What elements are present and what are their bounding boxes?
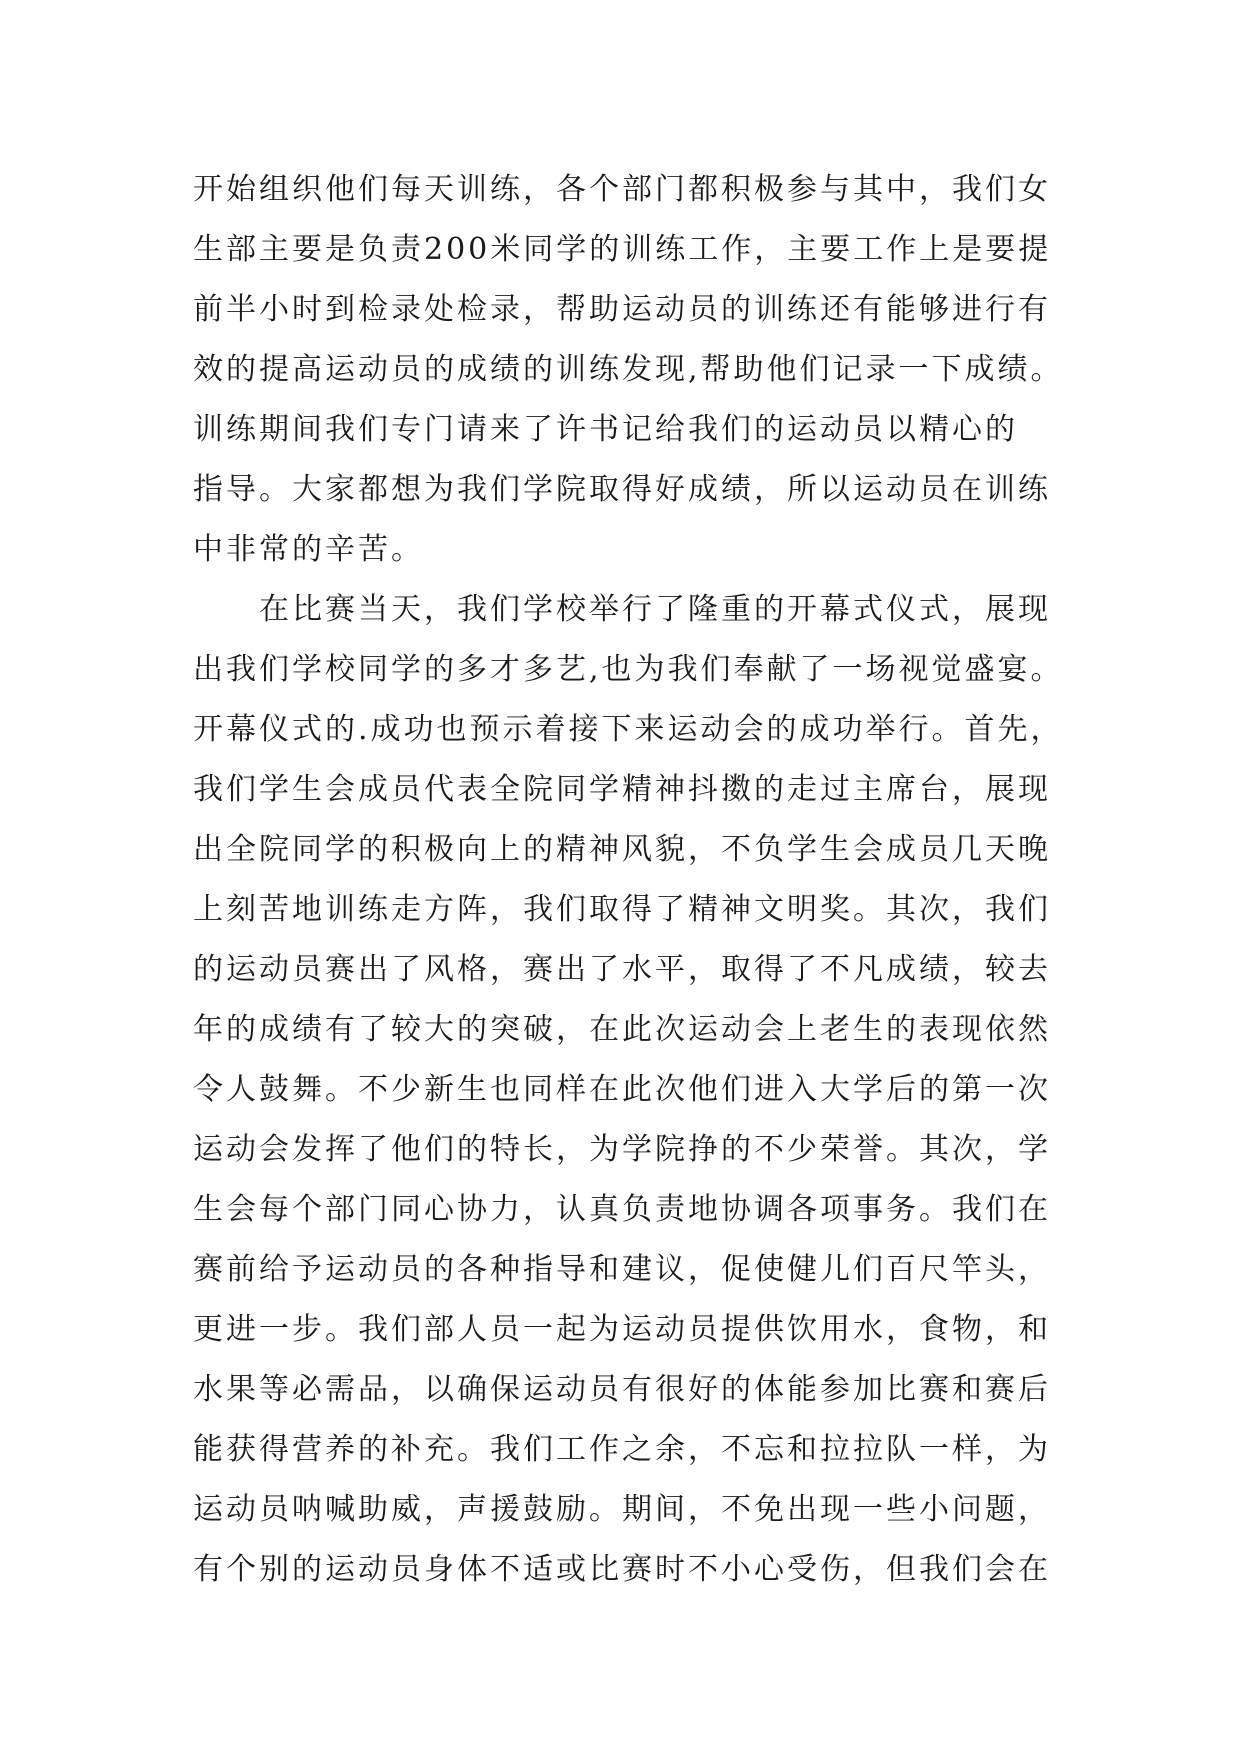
text-line: 有个别的运动员身体不适或比赛时不小心受伤，但我们会在: [193, 1552, 1051, 1587]
text-line: 效的提高运动员的成绩的训练发现,帮助他们记录一下成绩。: [193, 352, 1064, 387]
text-line: 能获得营养的补充。我们工作之余，不忘和拉拉队一样，为: [193, 1432, 1051, 1467]
text-line: 开幕仪式的.成功也预示着接下来运动会的成功举行。首先，: [193, 712, 1064, 747]
text-line: 上刻苦地训练走方阵，我们取得了精神文明奖。其次，我们: [193, 892, 1051, 927]
text-line: 我们学生会成员代表全院同学精神抖擞的走过主席台，展现: [193, 772, 1051, 807]
text-line: 中非常的辛苦。: [193, 532, 424, 567]
text-line: 训练期间我们专门请来了许书记给我们的运动员以精心的: [193, 412, 1018, 447]
text-line: 前半小时到检录处检录，帮助运动员的训练还有能够进行有: [193, 292, 1051, 327]
text-line: 更进一步。我们部人员一起为运动员提供饮用水，食物，和: [193, 1312, 1051, 1347]
text-line: 开始组织他们每天训练，各个部门都积极参与其中，我们女: [193, 172, 1051, 207]
text-line: 赛前给予运动员的各种指导和建议，促使健儿们百尺竿头，: [193, 1252, 1051, 1287]
text-line: 年的成绩有了较大的突破，在此次运动会上老生的表现依然: [193, 1012, 1051, 1047]
body-text: [193, 160, 1073, 1600]
text-line: 令人鼓舞。不少新生也同样在此次他们进入大学后的第一次: [193, 1072, 1051, 1107]
text-line: 指导。大家都想为我们学院取得好成绩，所以运动员在训练: [193, 472, 1051, 507]
text-line: 的运动员赛出了风格，赛出了水平，取得了不凡成绩，较去: [193, 952, 1051, 987]
text-line: 在比赛当天，我们学校举行了隆重的开幕式仪式，展现: [193, 592, 1051, 627]
text-line: 运动会发挥了他们的特长，为学院挣的不少荣誉。其次，学: [193, 1132, 1051, 1167]
text-line: 出我们学校同学的多才多艺,也为我们奉献了一场视觉盛宴。: [193, 652, 1064, 687]
text-line: 生部主要是负责200米同学的训练工作，主要工作上是要提: [193, 232, 1052, 267]
text-line: 出全院同学的积极向上的精神风貌，不负学生会成员几天晚: [193, 832, 1051, 867]
text-line: 水果等必需品，以确保运动员有很好的体能参加比赛和赛后: [193, 1372, 1051, 1407]
text-line: 运动员呐喊助威，声援鼓励。期间，不免出现一些小问题，: [193, 1492, 1051, 1527]
text-line: 生会每个部门同心协力，认真负责地协调各项事务。我们在: [193, 1192, 1051, 1227]
